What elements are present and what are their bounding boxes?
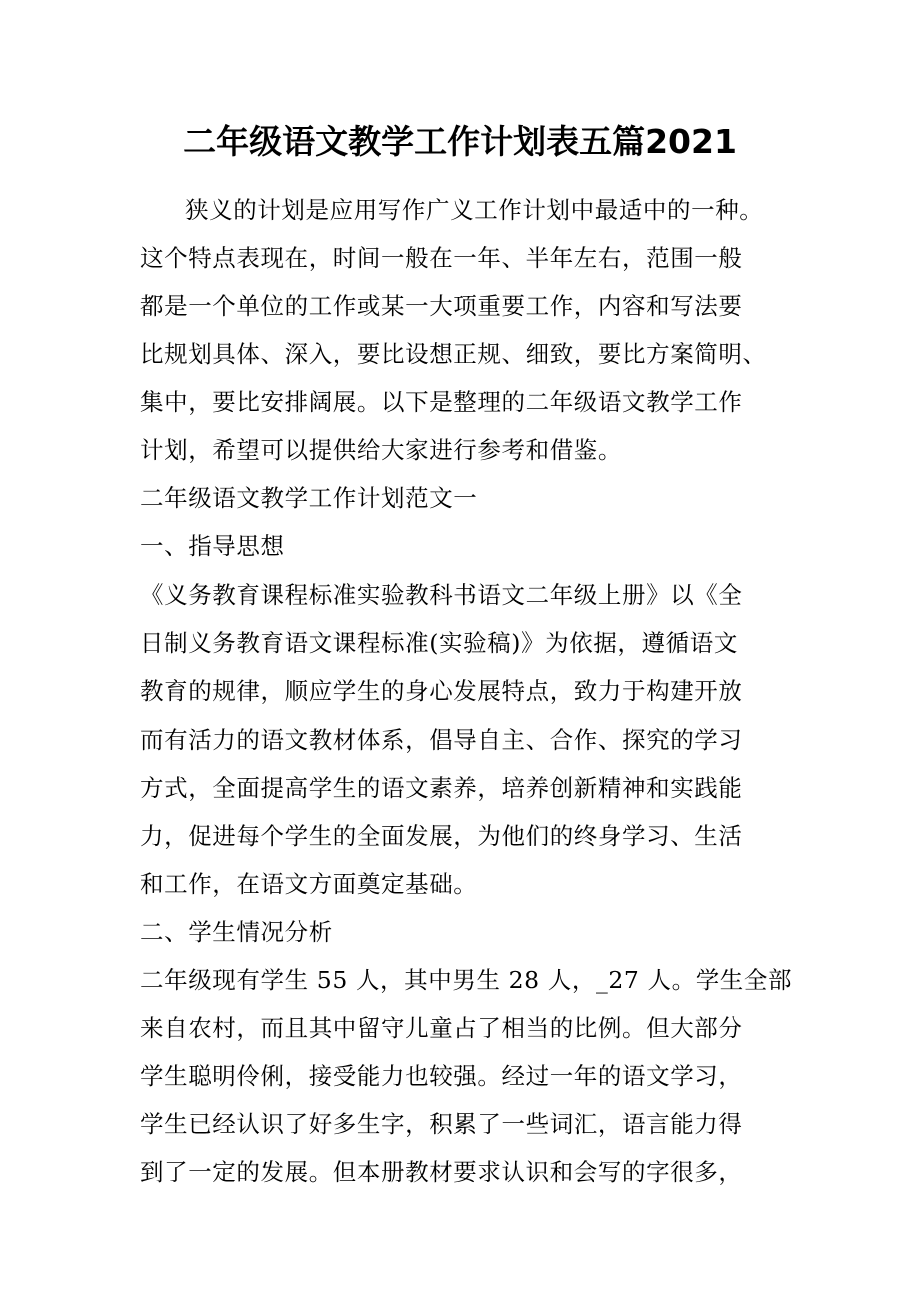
paragraph-line: 这个特点表现在，时间一般在一年、半年左右，范围一般 [140, 244, 743, 272]
paragraph-line: 《义务教育课程标准实验教科书语文二年级上册》以《全 [140, 581, 743, 609]
paragraph-line: 方式，全面提高学生的语文素养，培养创新精神和实践能 [140, 774, 743, 802]
paragraph-line: 和工作，在语文方面奠定基础。 [140, 870, 478, 898]
paragraph-line: 教育的规律，顺应学生的身心发展特点，致力于构建开放 [140, 677, 743, 705]
paragraph-line: 狭义的计划是应用写作广义工作计划中最适中的一种。 [185, 196, 764, 224]
paragraph-line: 力，促进每个学生的全面发展，为他们的终身学习、生活 [140, 822, 743, 850]
paragraph-line: 而有活力的语文教材体系，倡导自主、合作、探究的学习 [140, 726, 743, 754]
paragraph-line: 日制义务教育语文课程标准(实验稿)》为依据，遵循语文 [140, 629, 738, 657]
section-heading: 一、指导思想 [140, 532, 285, 560]
paragraph-line: 集中，要比安排阔展。以下是整理的二年级语文教学工作 [140, 388, 743, 416]
document-title: 二年级语文教学工作计划表五篇2021 [183, 122, 737, 161]
paragraph-line: 计划，希望可以提供给大家进行参考和借鉴。 [140, 436, 622, 464]
paragraph-line: 学生聪明伶俐，接受能力也较强。经过一年的语文学习， [140, 1062, 743, 1090]
paragraph-line: 学生已经认识了好多生字，积累了一些词汇，语言能力得 [140, 1110, 743, 1138]
paragraph-line: 比规划具体、深入，要比设想正规、细致，要比方案简明、 [140, 340, 767, 368]
paragraph-line: 来自农村，而且其中留守儿童占了相当的比例。但大部分 [140, 1014, 743, 1042]
section-heading: 二、学生情况分析 [140, 918, 333, 946]
paragraph-line: 二年级现有学生 55 人，其中男生 28 人，_27 人。学生全部 [140, 966, 793, 994]
section-heading: 二年级语文教学工作计划范文一 [140, 484, 478, 512]
paragraph-line: 都是一个单位的工作或某一大项重要工作，内容和写法要 [140, 292, 743, 320]
paragraph-line: 到了一定的发展。但本册教材要求认识和会写的字很多， [140, 1158, 743, 1186]
